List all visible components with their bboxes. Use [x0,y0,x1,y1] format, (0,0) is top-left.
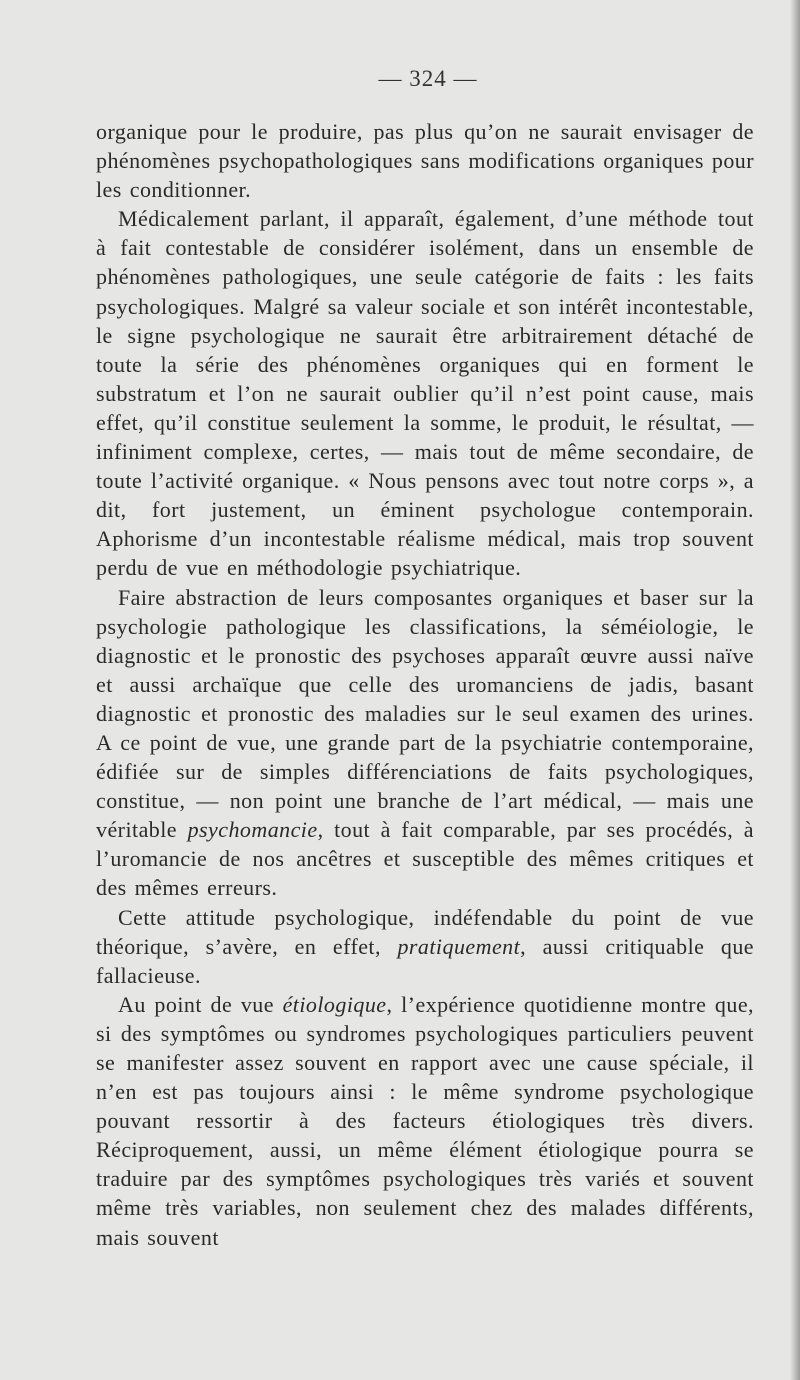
text-run: organique pour le produire, pas plus qu’on ne saurait envisager de phénomènes psychopathologiques sans modifications organiques pour les conditionner. [96,119,754,203]
page-number: — 324 — [378,66,478,91]
text-run: , aussi critiquable que fallacieuse. [96,933,755,988]
text-run: Médicalement parlant, il apparaît, également, d’une méthode tout à fait contestable de considérer isolément, dans un ensemble de phénomènes pathologiques, une seule catégorie de faits : les faits psychologiques. Malgré sa valeur sociale et son intérêt incontestable, le signe psychologique ne saurait être arbitrairement détaché de toute la série des phénomènes organiques qui en forment le substratum et l’on ne saurait oublier qu’il n’est point cause, mais effet, qu’il constitue seulement la somme, le produit, le résultat, — infiniment complexe, certes, — mais tout de même secondaire, de toute l’activité organique. « Nous pensons avec tout notre corps », a dit, fort justement, un éminent psychologue contemporain. Aphorisme d’un incontestable réalisme médical, mais trop souvent perdu de vue en méthodologie psychiatrique. [96,206,754,581]
italic-term: étiologique [282,991,387,1017]
text-run: Cette attitude psychologique, indéfendable du point de vue théorique, s’avère, en effet, [96,904,754,959]
text-run: Au point de vue [118,991,283,1017]
paragraph [96,583,754,903]
body-text [96,117,754,1252]
paragraph [96,990,754,1252]
paragraph [96,204,754,582]
text-run: , tout à fait comparable, par ses procédés, à l’uromancie de nos ancêtres et susceptible des mêmes critiques et des mêmes erreurs. [96,817,754,901]
page-right-edge-shadow [790,0,800,1380]
italic-term: pratiquement [397,933,521,959]
paragraph [96,117,754,204]
paragraph [96,903,754,990]
text-run: , l’expérience quotidienne montre que, si des symptômes ou syndromes psychologiques particuliers peuvent se manifester assez souvent en rapport avec une cause spéciale, il n’en est pas toujours ainsi : le même syndrome psychologique pouvant ressortir à des facteurs étiologiques très divers. Réciproquement, aussi, un même élément étiologique pourra se traduire par des symptômes psychologiques très variés et souvent même très variables, non seulement chez des malades différents, mais souvent [96,991,754,1250]
text-run: Faire abstraction de leurs composantes organiques et baser sur la psychologie pathologique les classifications, la séméiologie, le diagnostic et le pronostic des psychoses apparaît œuvre aussi naïve et aussi archaïque que celle des uromanciens de jadis, basant diagnostic et pronostic des maladies sur le seul examen des urines. A ce point de vue, une grande part de la psychiatrie contemporaine, édifiée sur de simples différenciations de faits psychologiques, constitue, — non point une branche de l’art médical, — mais une véritable [96,584,754,843]
italic-term: psychomancie [187,817,318,843]
